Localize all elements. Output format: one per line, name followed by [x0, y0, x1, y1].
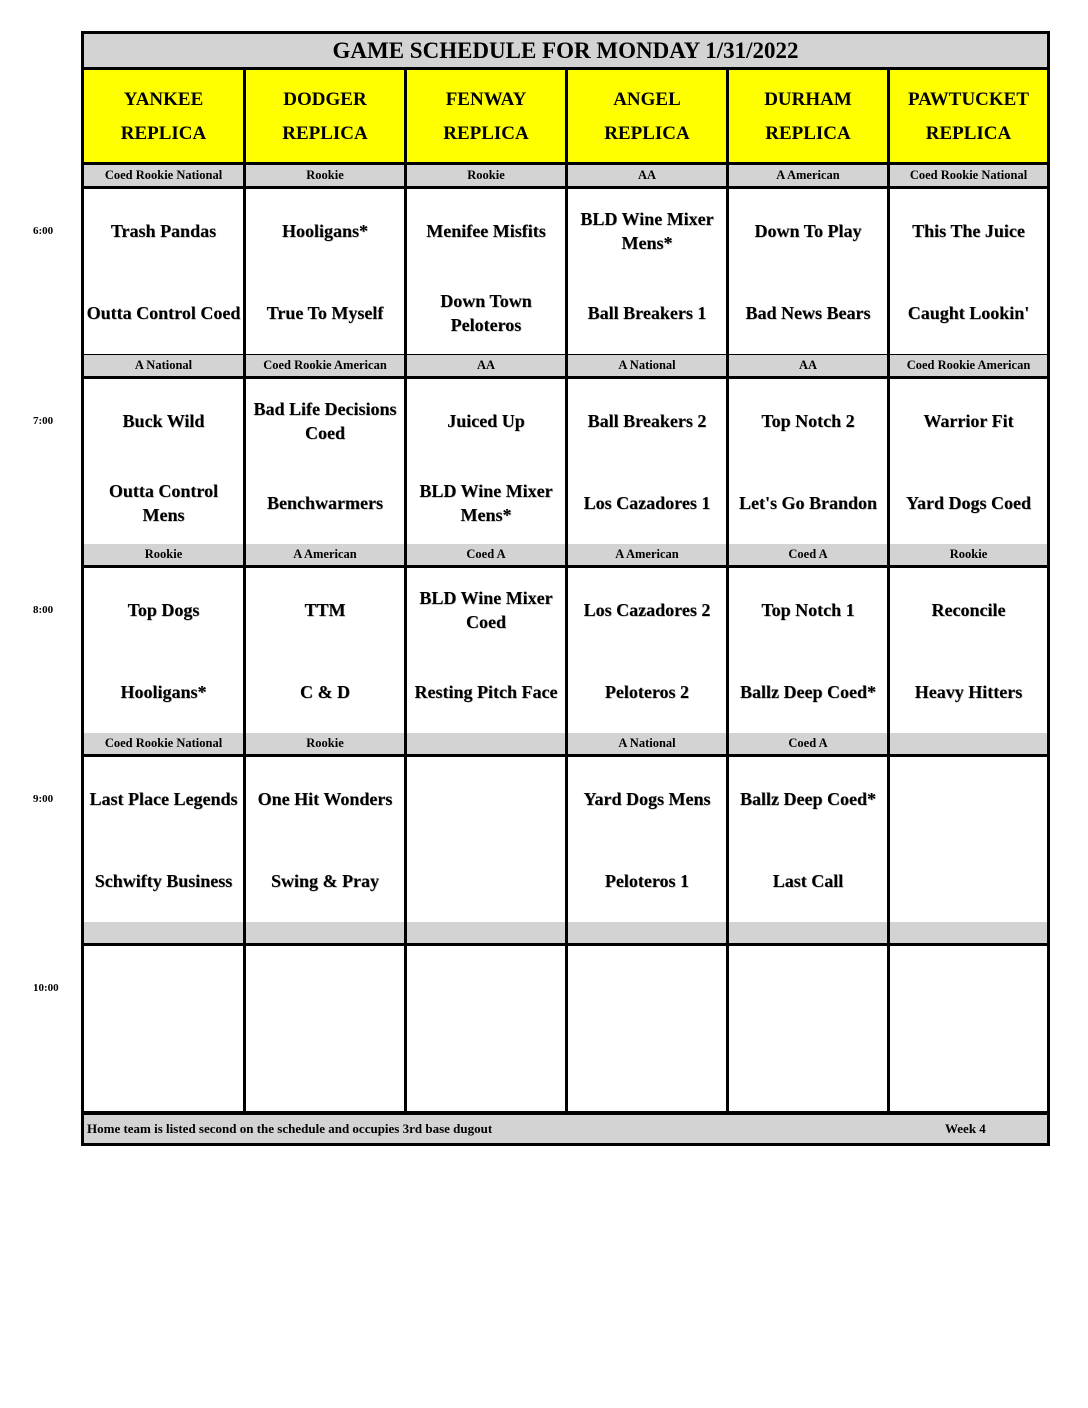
home-team: True To Myself [266, 303, 384, 323]
field-header-fenway [407, 70, 565, 162]
home-team-note: Home team is listed second on the schedule and occupies 3rd base dugout [87, 1121, 493, 1136]
home-team: Outta Control Coed [86, 303, 241, 323]
home-team [246, 1029, 404, 1111]
field-name: YANKEE [123, 88, 204, 110]
away-team: Top Notch 2 [761, 410, 855, 431]
away-team: Ballz Deep Coed* [740, 788, 876, 809]
division-label [729, 922, 887, 943]
division-label: Coed A [729, 733, 887, 754]
home-team: Bad News Bears [745, 303, 871, 323]
division-label: Coed Rookie National [84, 733, 243, 754]
field-header-angel [568, 70, 726, 162]
game-cell [890, 379, 1047, 544]
field-type: REPLICA [925, 122, 1012, 144]
home-team: Down Town Peloteros [440, 291, 532, 335]
division-label: Rookie [890, 544, 1047, 565]
game-cell [407, 189, 565, 354]
away-team [246, 946, 404, 1029]
game-cell [407, 379, 565, 544]
game-cell [729, 946, 887, 1111]
home-team: Los Cazadores 1 [583, 493, 711, 513]
home-team: Last Call [772, 871, 844, 891]
field-name: DURHAM [764, 88, 852, 110]
time-label: 7:00 [33, 415, 54, 427]
home-team [568, 1029, 726, 1111]
away-team: Reconcile [931, 599, 1006, 620]
home-team [407, 1029, 565, 1111]
field-type: REPLICA [282, 122, 368, 144]
away-team [890, 757, 1047, 840]
away-team: Top Dogs [127, 599, 200, 620]
field-header-dodger [246, 70, 404, 162]
away-team [568, 946, 726, 1029]
division-label: Rookie [407, 165, 565, 186]
home-team: Schwifty Business [94, 871, 233, 891]
game-cell [407, 568, 565, 733]
away-team: BLD Wine Mixer Mens* [580, 208, 714, 253]
division-label [84, 922, 243, 943]
division-label: Coed A [729, 544, 887, 565]
away-team [407, 757, 565, 840]
game-cell [890, 946, 1047, 1111]
division-label: Rookie [246, 733, 404, 754]
game-cell [729, 568, 887, 733]
game-cell [84, 379, 243, 544]
home-team: Peloteros 2 [604, 682, 690, 702]
home-team: Benchwarmers [267, 493, 383, 513]
field-header-durham [729, 70, 887, 162]
home-team: Yard Dogs Coed [905, 493, 1031, 513]
away-team [729, 946, 887, 1029]
division-label [890, 922, 1047, 943]
division-label [568, 922, 726, 943]
home-team: Ball Breakers 1 [587, 303, 707, 323]
away-team: Buck Wild [122, 410, 205, 431]
away-team: Top Notch 1 [761, 599, 855, 620]
game-cell [84, 189, 243, 354]
game-cell [84, 568, 243, 733]
field-name: ANGEL [613, 88, 681, 110]
game-cell [246, 946, 404, 1111]
home-team: C & D [300, 682, 350, 702]
game-cell [568, 757, 726, 922]
division-label: AA [407, 355, 565, 376]
home-team [84, 1029, 243, 1111]
home-team: Swing & Pray [271, 871, 379, 891]
field-name: DODGER [283, 88, 367, 110]
game-cell [407, 946, 565, 1111]
away-team: Los Cazadores 2 [583, 599, 711, 620]
division-label: Rookie [246, 165, 404, 186]
game-cell [407, 757, 565, 922]
away-team [407, 946, 565, 1029]
away-team: Down To Play [754, 220, 862, 241]
field-header-pawtucket [890, 70, 1047, 162]
game-cell [246, 568, 404, 733]
division-label: Rookie [84, 544, 243, 565]
game-cell [246, 379, 404, 544]
game-cell [84, 757, 243, 922]
division-label: A National [84, 355, 243, 376]
home-team: Resting Pitch Face [414, 682, 558, 702]
schedule-table [81, 31, 1050, 1146]
away-team: This The Juice [912, 220, 1025, 241]
game-cell [890, 568, 1047, 733]
away-team [890, 946, 1047, 1029]
away-team: BLD Wine Mixer Coed [419, 587, 553, 632]
division-label: A American [246, 544, 404, 565]
time-label: 6:00 [33, 225, 54, 237]
division-label: A American [729, 165, 887, 186]
division-label: Coed A [407, 544, 565, 565]
division-label: Coed Rookie National [84, 165, 243, 186]
home-team: Let's Go Brandon [738, 493, 878, 513]
division-label: AA [729, 355, 887, 376]
division-label: Coed Rookie American [246, 355, 404, 376]
home-team [890, 840, 1047, 922]
away-team: Trash Pandas [110, 220, 217, 241]
division-label: AA [568, 165, 726, 186]
home-team [729, 1029, 887, 1111]
home-team: Ballz Deep Coed* [740, 682, 876, 702]
home-team [407, 840, 565, 922]
field-name: FENWAY [445, 88, 527, 110]
away-team: TTM [304, 599, 346, 620]
home-team: Heavy Hitters [914, 682, 1023, 702]
home-team: Caught Lookin' [907, 303, 1030, 323]
away-team [84, 946, 243, 1029]
away-team: Warrior Fit [923, 410, 1014, 431]
game-cell [568, 946, 726, 1111]
game-cell [729, 757, 887, 922]
game-cell [568, 379, 726, 544]
time-label: 9:00 [33, 793, 54, 805]
division-label [246, 922, 404, 943]
game-cell [246, 757, 404, 922]
away-team: Hooligans* [281, 220, 369, 241]
home-team [890, 1029, 1047, 1111]
field-type: REPLICA [604, 122, 690, 144]
game-cell [890, 757, 1047, 922]
field-type: REPLICA [120, 122, 207, 144]
field-type: REPLICA [443, 122, 529, 144]
field-type: REPLICA [765, 122, 851, 144]
schedule-title: GAME SCHEDULE FOR MONDAY 1/31/2022 [84, 34, 1047, 67]
game-cell [568, 568, 726, 733]
game-cell [890, 189, 1047, 354]
game-cell [729, 189, 887, 354]
away-team: Juiced Up [447, 410, 525, 431]
away-team: Bad Life Decisions Coed [253, 398, 397, 443]
game-cell [84, 946, 243, 1111]
away-team: Yard Dogs Mens [583, 788, 711, 809]
division-label [407, 733, 565, 754]
division-label: A National [568, 733, 726, 754]
division-label: Coed Rookie National [890, 165, 1047, 186]
away-team: Menifee Misfits [426, 220, 546, 241]
game-cell [246, 189, 404, 354]
away-team: Ball Breakers 2 [587, 410, 707, 431]
division-label [890, 733, 1047, 754]
week-label: Week 4 [945, 1121, 986, 1136]
field-header-yankee [84, 70, 243, 162]
home-team: Outta Control Mens [108, 481, 219, 525]
game-cell [568, 189, 726, 354]
home-team: BLD Wine Mixer Mens* [419, 481, 553, 525]
division-label: Coed Rookie American [890, 355, 1047, 376]
away-team: Last Place Legends [89, 788, 238, 809]
away-team: One Hit Wonders [257, 788, 393, 809]
time-label: 8:00 [33, 604, 54, 616]
division-label: A American [568, 544, 726, 565]
home-team: Peloteros 1 [604, 871, 690, 891]
division-label [407, 922, 565, 943]
schedule-footer [84, 1115, 1047, 1143]
field-name: PAWTUCKET [907, 88, 1030, 110]
home-team: Hooligans* [120, 682, 207, 702]
division-label: A National [568, 355, 726, 376]
game-cell [729, 379, 887, 544]
time-label: 10:00 [33, 982, 59, 994]
